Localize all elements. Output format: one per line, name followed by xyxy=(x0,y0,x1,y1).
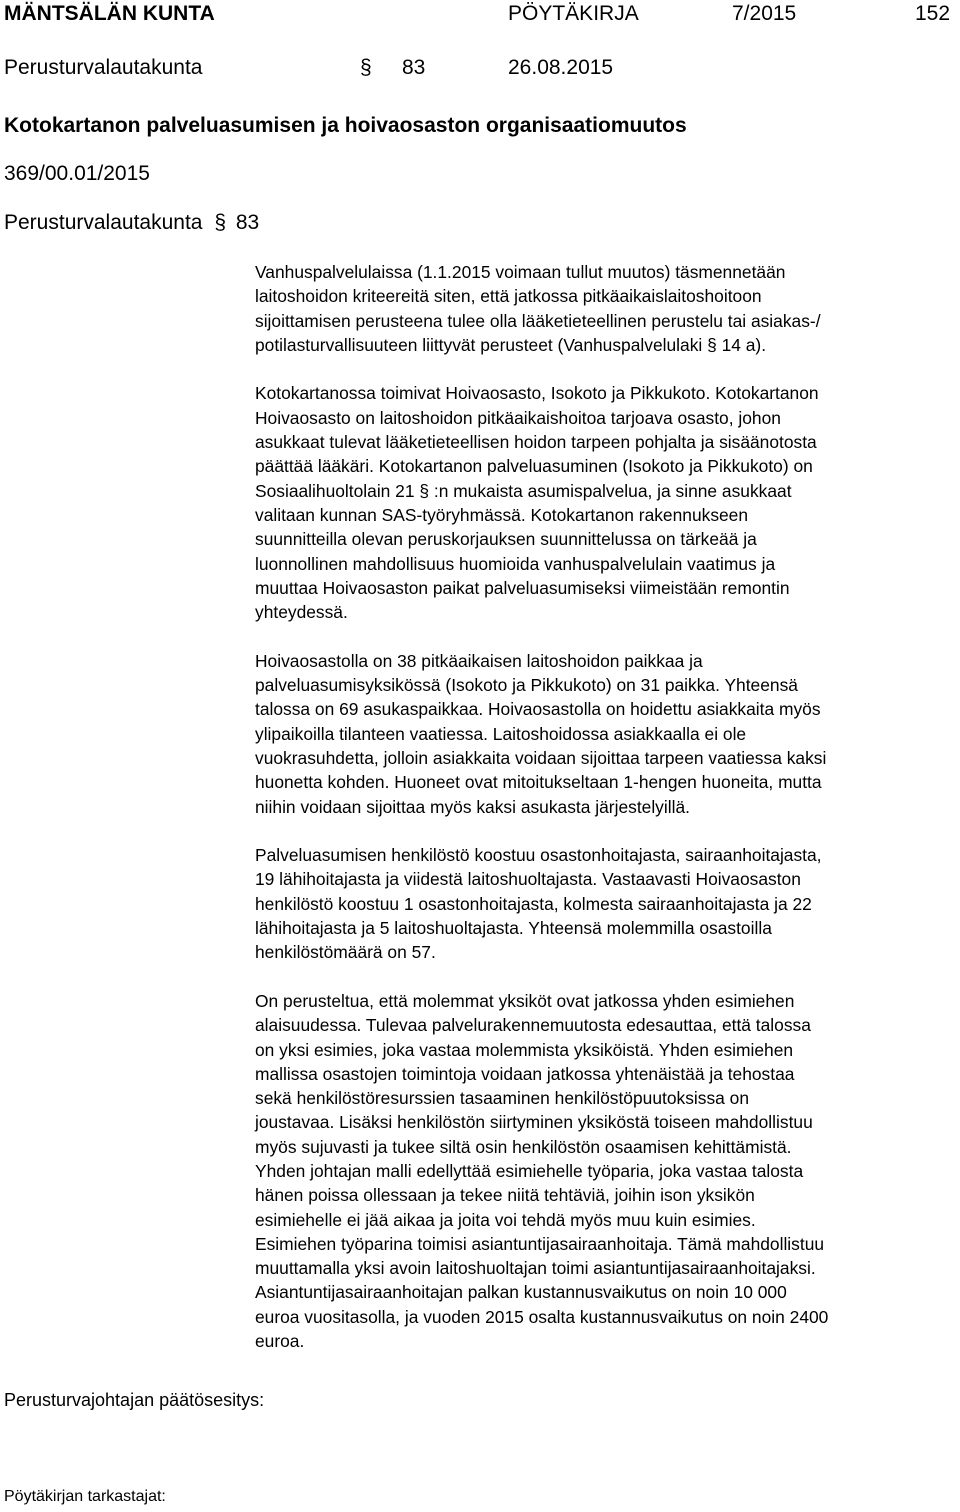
text-line: esimiehelle ei jää aikaa ja joita voi tehdä myös muu kuin esimies. xyxy=(255,1209,756,1230)
text-line: asukkaat tulevat lääketieteellisen hoidon tarpeen pohjalta ja sisäänotosta xyxy=(255,432,817,453)
issue-number: 7/2015 xyxy=(732,2,797,25)
text-line: Hoivaosasto on laitoshoidon pitkäaikaishoitoa tarjoava osasto, johon xyxy=(255,407,781,428)
text-line: ylipaikoilla tilanteen vaatiessa. Laitoshoidossa asiakkaalla ei ole xyxy=(255,723,747,744)
text-line: Sosiaalihuoltolain 21 § :n mukaista asumispalvelua, ja sinne asukkaat xyxy=(255,480,792,501)
text-line: suunnitteilla olevan peruskorjauksen suunnittelussa on tärkeää ja xyxy=(255,529,757,550)
text-line: alaisuudessa. Tulevaa palvelurakennemuutosta edesauttaa, että talossa xyxy=(255,1015,811,1036)
text-line: on yksi esimies, joka vastaa molemmista yksiköistä. Yhden esimiehen xyxy=(255,1039,794,1060)
text-line: muuttaa Hoivaosaston paikat palveluasumiseksi viimeistään remontin xyxy=(255,577,790,598)
text-line: potilasturvallisuuteen liittyvät perusteet (Vanhuspalvelulaki § 14 a). xyxy=(255,334,767,355)
text-line: talossa on 69 asukaspaikkaa. Hoivaosastolla on hoidettu asiakkaita myös xyxy=(255,699,821,720)
text-line: palveluasumisyksikössä (Isokoto ja Pikkukoto) on 31 paikka. Yhteensä xyxy=(255,675,798,696)
section-symbol: § xyxy=(360,56,372,79)
paragraph-5 xyxy=(255,989,955,1353)
reviewers-label: Pöytäkirjan tarkastajat: xyxy=(4,1488,166,1505)
text-line: Palveluasumisen henkilöstö koostuu osastonhoitajasta, sairaanhoitajasta, xyxy=(255,845,822,866)
paragraph-2 xyxy=(255,381,955,624)
case-board-name: Perusturvalautakunta xyxy=(4,211,203,234)
section-number: 83 xyxy=(402,56,426,79)
text-line: päättää lääkäri. Kotokartanon palveluasuminen (Isokoto ja Pikkukoto) on xyxy=(255,456,813,477)
text-line: Vanhuspalvelulaissa (1.1.2015 voimaan tullut muutos) täsmennetään xyxy=(255,262,786,282)
diary-number: 369/00.01/2015 xyxy=(4,162,150,185)
text-line: laitoshoidon kriteereitä siten, että jatkossa pitkäaikaislaitoshoitoon xyxy=(255,286,762,307)
text-line: valitaan kunnan SAS-työryhmässä. Kotokartanon rakennukseen xyxy=(255,504,749,525)
board-name: Perusturvalautakunta xyxy=(4,56,203,79)
text-line: lähihoitajasta ja 5 laitoshuoltajasta. Yhteensä molemmilla osastoilla xyxy=(255,918,772,939)
text-line: Yhden johtajan malli edellyttää esimiehelle työparia, joka vastaa talosta xyxy=(255,1160,804,1181)
text-line: Asiantuntijasairaanhoitajan palkan kustannusvaikutus on noin 10 000 xyxy=(255,1282,787,1303)
meeting-date: 26.08.2015 xyxy=(508,56,614,79)
page-number: 152 xyxy=(915,2,951,25)
text-line: yhteydessä. xyxy=(255,602,348,623)
text-line: sekä henkilöstöresurssien tasaaminen henkilöstöpuutoksissa on xyxy=(255,1088,749,1109)
text-line: joustavaa. Lisäksi henkilöstön siirtyminen yksiköstä toiseen mahdollistuu xyxy=(255,1112,813,1133)
text-line: vuokrasuhdetta, jolloin asiakkaita voidaan sijoittaa tarpeen vaatiessa kaksi xyxy=(255,747,827,768)
text-line: huonetta kohden. Huoneet ovat mitoitukseltaan 1-hengen huoneita, mutta xyxy=(255,772,822,793)
text-line: henkilöstö koostuu 1 osastonhoitajasta, kolmesta sairaanhoitajasta ja 22 xyxy=(255,893,812,914)
paragraph-3 xyxy=(255,649,955,819)
text-line: Esimiehen työparina toimisi asiantuntijasairaanhoitaja. Tämä mahdollistuu xyxy=(255,1233,825,1254)
case-title: Kotokartanon palveluasumisen ja hoivaosaston organisaatiomuutos xyxy=(4,114,687,137)
text-line: On perusteltua, että molemmat yksiköt ovat jatkossa yhden esimiehen xyxy=(255,990,795,1011)
paragraph-1 xyxy=(255,260,955,357)
text-line: 19 lähihoitajasta ja viidestä laitoshuoltajasta. Vastaavasti Hoivaosaston xyxy=(255,869,801,890)
text-line: niihin voidaan sijoittaa myös kaksi asukasta järjestelyillä. xyxy=(255,796,690,817)
text-line: sijoittamisen perusteena tulee olla lääketieteellinen perustelu tai asiakas-/ xyxy=(255,310,821,331)
text-line: euroa. xyxy=(255,1331,305,1352)
paragraph-4 xyxy=(255,843,955,964)
case-section-symbol: § xyxy=(214,211,226,234)
text-line: euroa vuositasolla, ja vuoden 2015 osalta kustannusvaikutus on noin 2400 xyxy=(255,1306,829,1327)
municipality-name: MÄNTSÄLÄN KUNTA xyxy=(4,2,215,25)
text-line: hänen poissa ollessaan ja tekee niitä tehtäviä, joihin ison yksikön xyxy=(255,1185,755,1206)
text-line: Hoivaosastolla on 38 pitkäaikaisen laitoshoidon paikkaa ja xyxy=(255,650,703,671)
text-line: luonnollinen mahdollisuus huomioida vanhuspalvelulain vaatimus ja xyxy=(255,553,776,574)
case-board-reference xyxy=(4,211,259,235)
case-section-number: 83 xyxy=(235,211,260,234)
proposal-label: Perusturvajohtajan päätösesitys: xyxy=(4,1390,265,1410)
document-type: PÖYTÄKIRJA xyxy=(508,2,639,25)
case-body xyxy=(255,260,955,1353)
text-line: mallissa osastojen toimintoja voidaan jatkossa yhtenäistää ja tehostaa xyxy=(255,1063,795,1084)
text-line: Kotokartanossa toimivat Hoivaosasto, Isokoto ja Pikkukoto. Kotokartanon xyxy=(255,383,819,404)
text-line: muuttamalla yksi avoin laitoshuoltajan toimi asiantuntijasairaanhoitajaksi. xyxy=(255,1258,816,1279)
text-line: myös sujuvasti ja tukee siltä osin henkilöstön osaamisen kehittämistä. xyxy=(255,1136,792,1157)
text-line: henkilöstömäärä on 57. xyxy=(255,942,436,963)
